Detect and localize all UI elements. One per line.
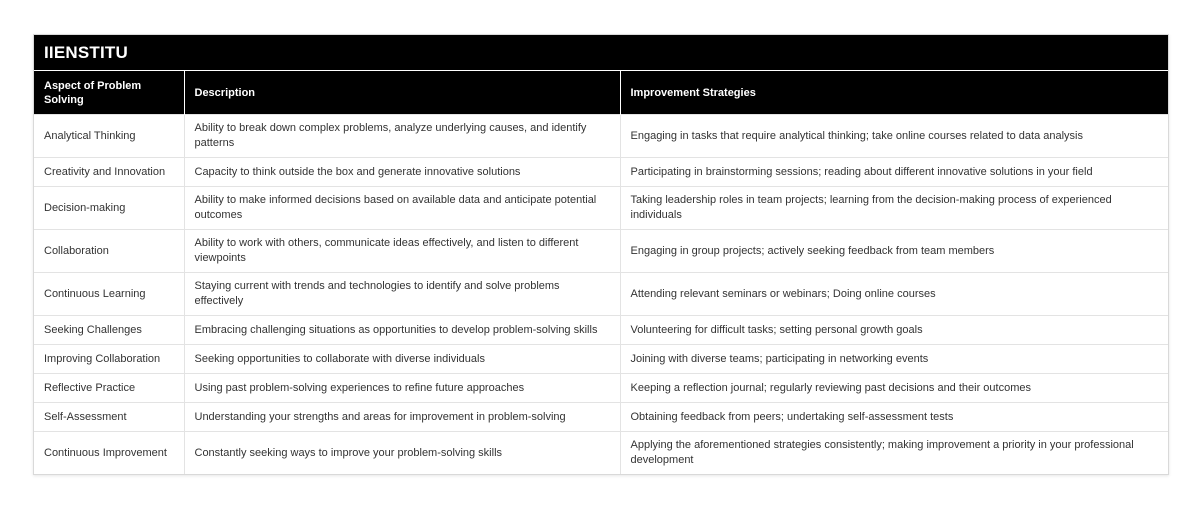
description-cell: Ability to make informed decisions based on available data and anticipate potential outcomes: [184, 187, 620, 230]
aspect-cell: Continuous Learning: [34, 273, 184, 316]
table-row: [34, 345, 1168, 374]
aspect-cell: Seeking Challenges: [34, 316, 184, 345]
table-row: [34, 187, 1168, 230]
description-cell: Using past problem-solving experiences to refine future approaches: [184, 374, 620, 403]
problem-solving-table: [34, 71, 1168, 474]
strategies-cell: Volunteering for difficult tasks; setting personal growth goals: [620, 316, 1168, 345]
brand-title: IIENSTITU: [34, 35, 1168, 71]
table-row: [34, 403, 1168, 432]
aspect-cell: Creativity and Innovation: [34, 158, 184, 187]
strategies-cell: Obtaining feedback from peers; undertaking self-assessment tests: [620, 403, 1168, 432]
description-cell: Understanding your strengths and areas for improvement in problem-solving: [184, 403, 620, 432]
strategies-cell: Participating in brainstorming sessions; reading about different innovative solutions in your field: [620, 158, 1168, 187]
table-row: [34, 115, 1168, 158]
table-row: [34, 374, 1168, 403]
aspect-cell: Analytical Thinking: [34, 115, 184, 158]
column-header-aspect: Aspect of Problem Solving: [34, 71, 184, 115]
description-cell: Ability to break down complex problems, analyze underlying causes, and identify patterns: [184, 115, 620, 158]
table-row: [34, 230, 1168, 273]
description-cell: Constantly seeking ways to improve your problem-solving skills: [184, 432, 620, 475]
strategies-cell: Engaging in tasks that require analytical thinking; take online courses related to data analysis: [620, 115, 1168, 158]
table-row: [34, 273, 1168, 316]
table-row: [34, 316, 1168, 345]
table-row: [34, 158, 1168, 187]
description-cell: Staying current with trends and technologies to identify and solve problems effectively: [184, 273, 620, 316]
aspect-cell: Collaboration: [34, 230, 184, 273]
description-cell: Embracing challenging situations as opportunities to develop problem-solving skills: [184, 316, 620, 345]
header-row: [34, 71, 1168, 115]
description-cell: Ability to work with others, communicate ideas effectively, and listen to different viewpoints: [184, 230, 620, 273]
aspect-cell: Self-Assessment: [34, 403, 184, 432]
description-cell: Capacity to think outside the box and generate innovative solutions: [184, 158, 620, 187]
description-cell: Seeking opportunities to collaborate with diverse individuals: [184, 345, 620, 374]
table-container: [33, 34, 1169, 475]
strategies-cell: Joining with diverse teams; participating in networking events: [620, 345, 1168, 374]
aspect-cell: Improving Collaboration: [34, 345, 184, 374]
strategies-cell: Applying the aforementioned strategies consistently; making improvement a priority in your professional development: [620, 432, 1168, 475]
strategies-cell: Taking leadership roles in team projects; learning from the decision-making process of experienced individuals: [620, 187, 1168, 230]
table-row: [34, 432, 1168, 475]
strategies-cell: Keeping a reflection journal; regularly reviewing past decisions and their outcomes: [620, 374, 1168, 403]
column-header-description: Description: [184, 71, 620, 115]
aspect-cell: Decision-making: [34, 187, 184, 230]
strategies-cell: Attending relevant seminars or webinars; Doing online courses: [620, 273, 1168, 316]
strategies-cell: Engaging in group projects; actively seeking feedback from team members: [620, 230, 1168, 273]
aspect-cell: Continuous Improvement: [34, 432, 184, 475]
aspect-cell: Reflective Practice: [34, 374, 184, 403]
column-header-strategies: Improvement Strategies: [620, 71, 1168, 115]
